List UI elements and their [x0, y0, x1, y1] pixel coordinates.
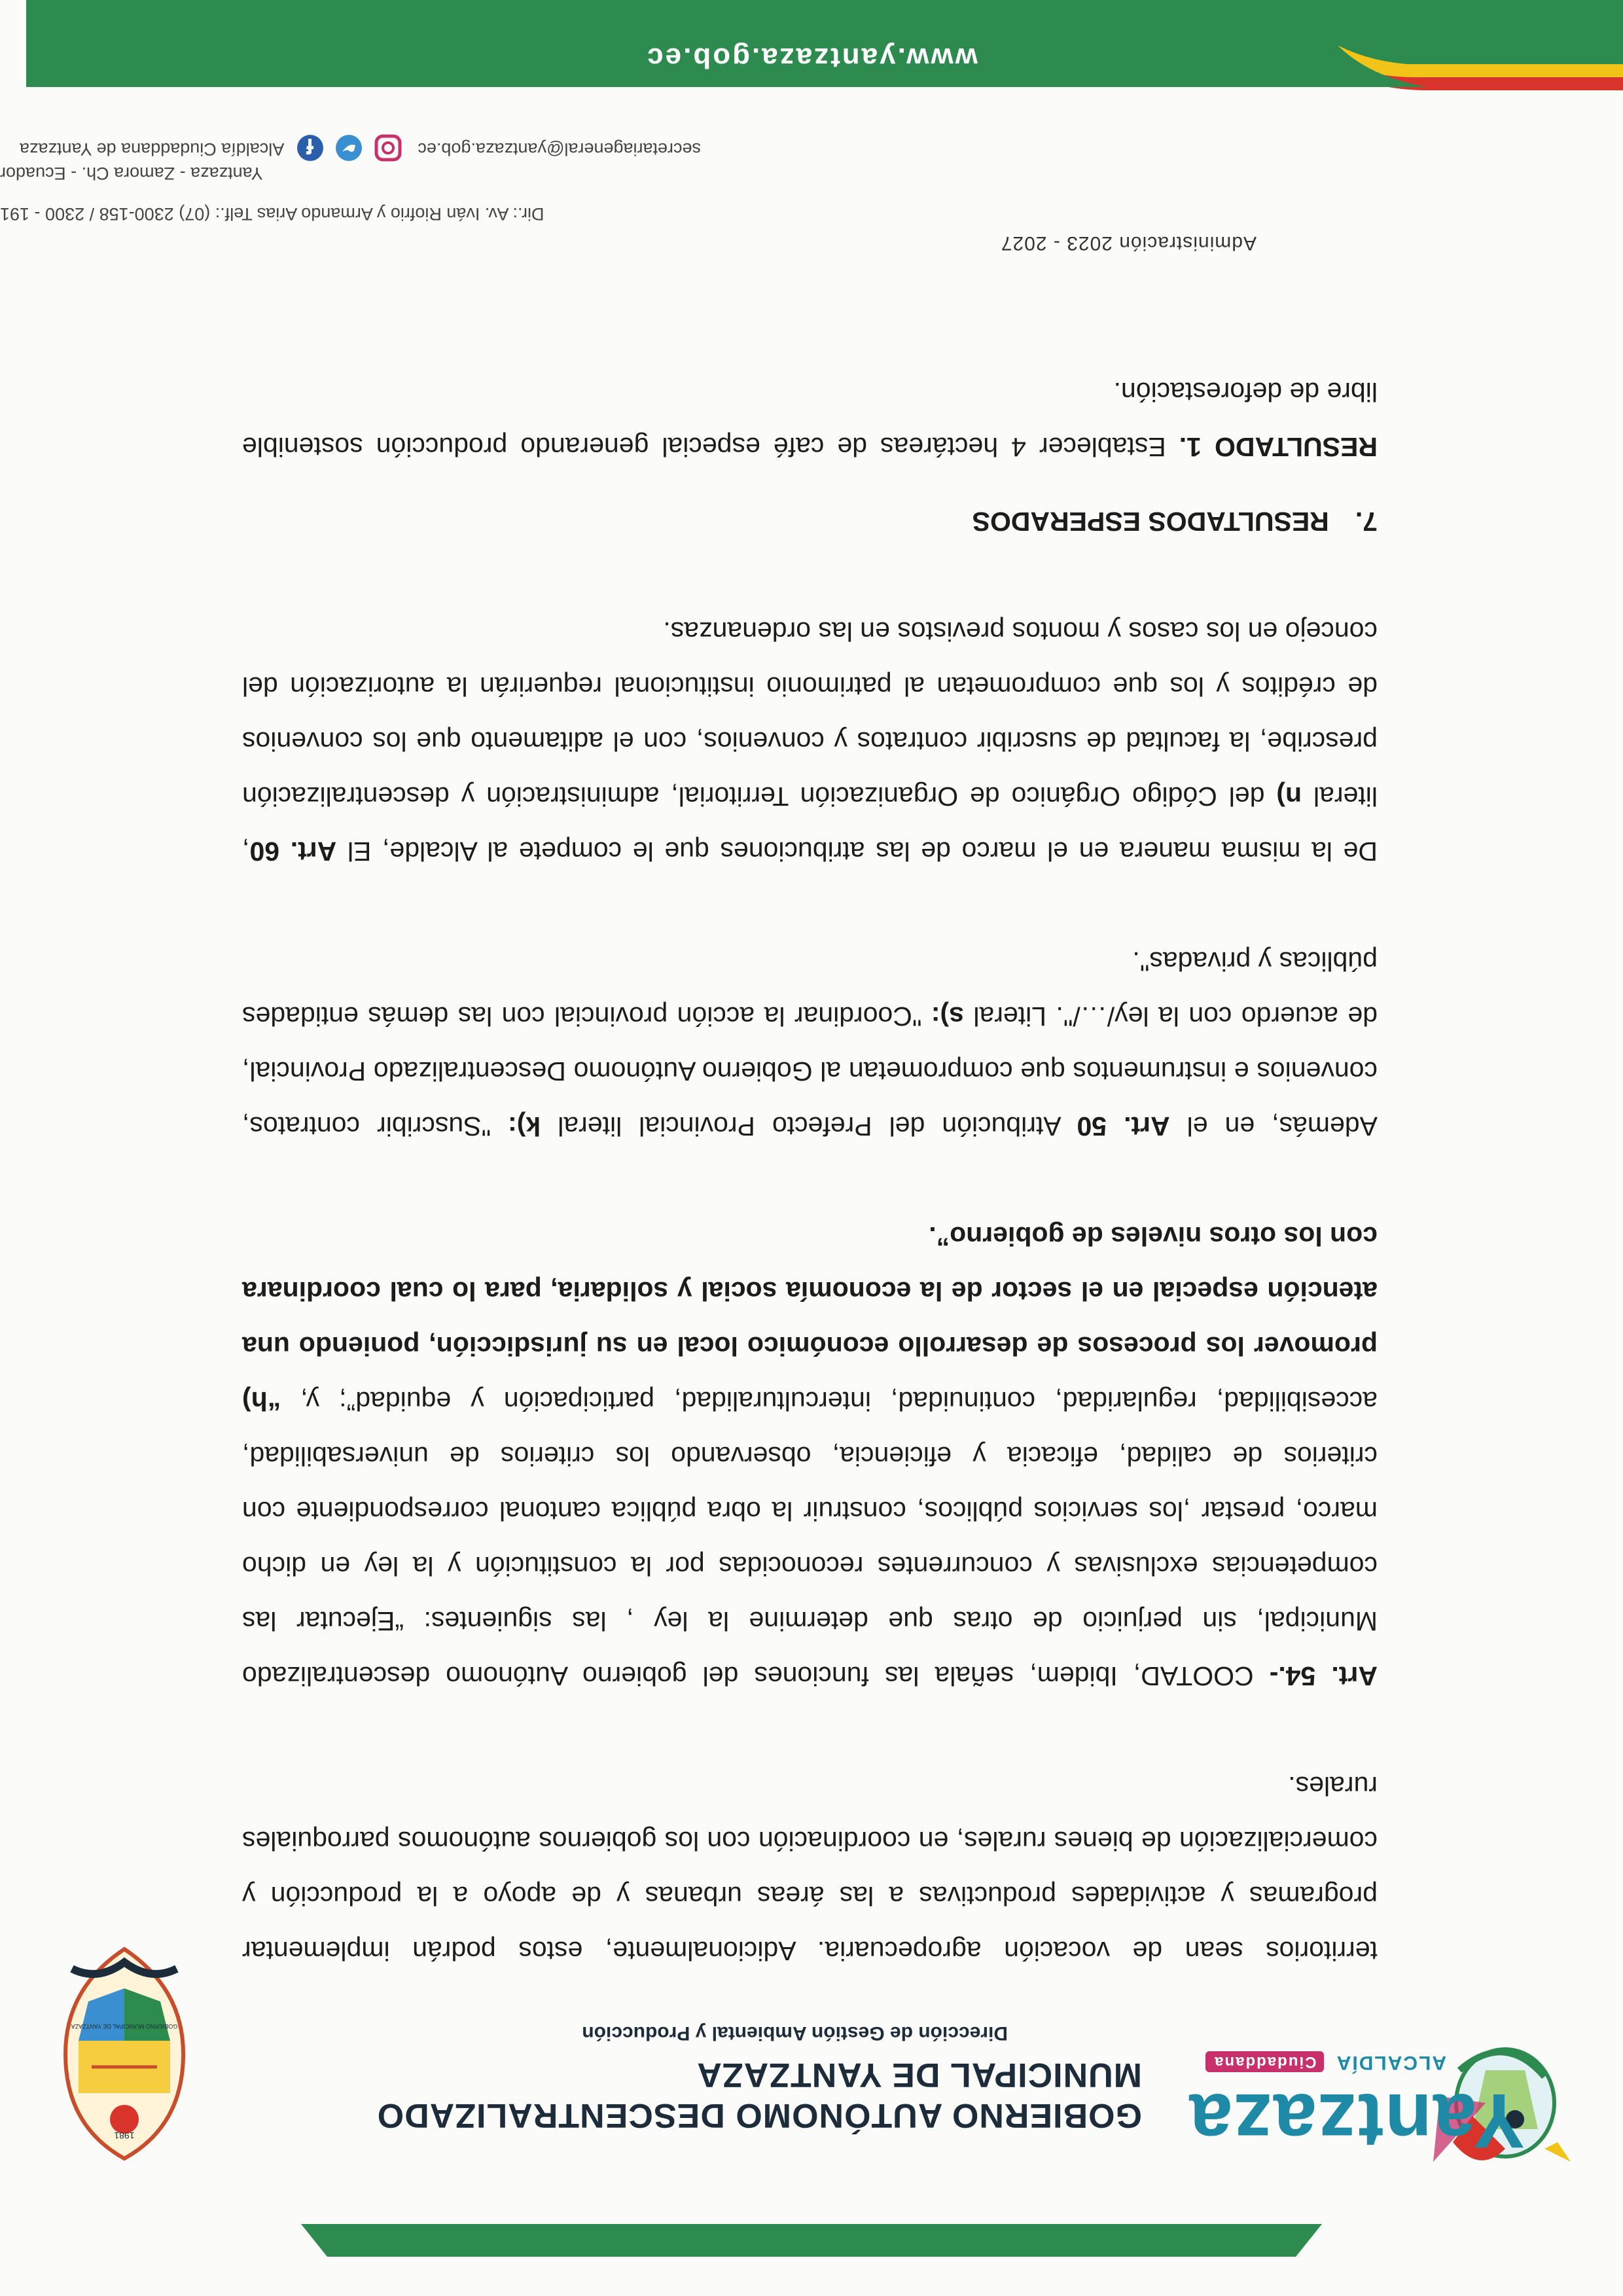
art50-literal-k: k): — [508, 1111, 541, 1141]
brand-tag: Ciudaddana — [1205, 2051, 1324, 2072]
facebook-icon[interactable] — [296, 134, 325, 162]
art60-literal-n: n) — [1276, 781, 1302, 812]
paragraph-art54 — [242, 1209, 1378, 1704]
footer-address: Dir.: Av. Iván Riofrio y Armando Arias Telf.: (07) 2300-158 / 2300 - 191 — [0, 204, 544, 224]
document-body — [242, 365, 1378, 1979]
municipal-crest-icon — [52, 1943, 196, 2165]
footer-administration: Administración 2023 - 2027 — [1000, 232, 1257, 254]
art60-label: Art. 60 — [249, 836, 337, 867]
footer-contact — [0, 153, 969, 234]
paragraph-1-text: territorios sean de vocación agropecuaria. Adicionalmente, estos podrán implementar programas y actividades productivas a las áreas urbanas y de apoyo a la producción y comercialización de bienes rurales, en coordinación con los gobiernos autónomos parroquiales rurales. — [242, 1771, 1378, 1966]
brand-sub-label: ALCALDÍA — [1336, 2052, 1446, 2073]
result-1-label: RESULTADO 1. — [1179, 432, 1378, 462]
crest-text: GOBIERNO MUNICIPAL DE YANTZAZA — [71, 2023, 178, 2030]
result-1-text: Establecer 4 hectáreas de café especial generando producción sostenible libre de deforestación. — [242, 377, 1378, 462]
art54-quote: “h) promover los procesos de desarrollo económico local en su jurisdicción, poniendo una atención especial en el sector de la economía social y solidaria, para lo cual coordinara con los otros niveles de gobierno”. — [242, 1221, 1378, 1416]
section-7-heading — [242, 494, 1378, 549]
footer-social-row — [20, 123, 805, 162]
paragraph-art60 — [242, 604, 1378, 879]
gov-title-line1: GOBIERNO AUTÓNOMO DESCENTRALIZADO — [376, 2096, 1142, 2134]
result-1 — [242, 365, 1378, 475]
section-7-title: RESULTADOS ESPERADOS — [972, 507, 1329, 537]
header-green-bar — [301, 2211, 1322, 2270]
letterhead — [0, 1929, 1623, 2296]
art60-text-c: , literal — [241, 781, 1378, 867]
gov-title-line2: MUNICIPAL DE YANTZAZA — [696, 2056, 1142, 2094]
instagram-icon[interactable] — [374, 134, 402, 162]
footer-website-url[interactable]: www.yantzaza.gob.ec — [645, 42, 978, 74]
paragraph-art50 — [242, 934, 1378, 1154]
art50-text-a: Además, en el — [1169, 1111, 1378, 1141]
footer-city: Yantzaza - Zamora Ch. - Ecuador — [0, 164, 263, 183]
art50-literal-s: s): — [931, 1001, 964, 1031]
government-title — [324, 2054, 1142, 2136]
section-7-number: 7. — [1355, 507, 1378, 537]
art60-text-d: del Código Orgánico de Organización Territorial, administración y descentralización prescribe, la facultad de suscribir contratos y convenios, con el aditamento que los convenios de créditos y los que comprometan al patrimonio institucional requerirán la autorización del concejo en los casos y montos previstos en las ordenanzas. — [242, 617, 1378, 812]
art50-label: Art. 50 — [1077, 1111, 1170, 1141]
art54-text: COOTAD, Ibidem, señala las funciones del gobierno Autónomo descentralizado Municipal, sin perjuicio de otras que determine la ley , las siguientes: “Ejecutar las competencias exclusivas y concurrentes reconocidas por la constitución y la ley en dicho marco, prestar ,los servicios públicos, construir la obra pública cantonal correspondiente con criterios de calidad, eficacia y eficiencia, observando los criterios de universabilidad, accesibilidad, regularidad, continuidad, interculturalidad, participación y equidad”; y, — [242, 1386, 1378, 1691]
art50-text-e: "Coordinar la acción provincial con las demás entidades públicas y privadas". — [242, 946, 1378, 1031]
art50-text-c: Atribución del Prefecto Provincial literal — [541, 1111, 1077, 1141]
footer-email[interactable]: secretariageneral@yantzaza.gob.ec — [418, 139, 702, 159]
brand-subtitle — [1205, 2051, 1446, 2073]
art50-text-d: "Suscribir contratos, convenios e instrumentos que comprometan al Gobierno Autónomo Descentralizado Provincial, de acuerdo con la ley/…/". Literal — [242, 1001, 1378, 1141]
art60-text-a: De la misma manera en el marco de las atribuciones que le compete al Alcalde, El — [336, 836, 1378, 867]
footer-social-handle[interactable]: Alcaldía Ciudaddana de Yantzaza — [20, 139, 285, 159]
brand-name: Yantzaza — [1188, 2077, 1525, 2164]
department-name: Dirección de Gestión Ambiental y Producción — [582, 2022, 1008, 2044]
art54-label: Art. 54.- — [1269, 1661, 1378, 1691]
crest-year: 1981 — [114, 2130, 135, 2141]
paragraph-1 — [242, 1759, 1378, 1979]
twitter-icon[interactable] — [334, 134, 363, 162]
